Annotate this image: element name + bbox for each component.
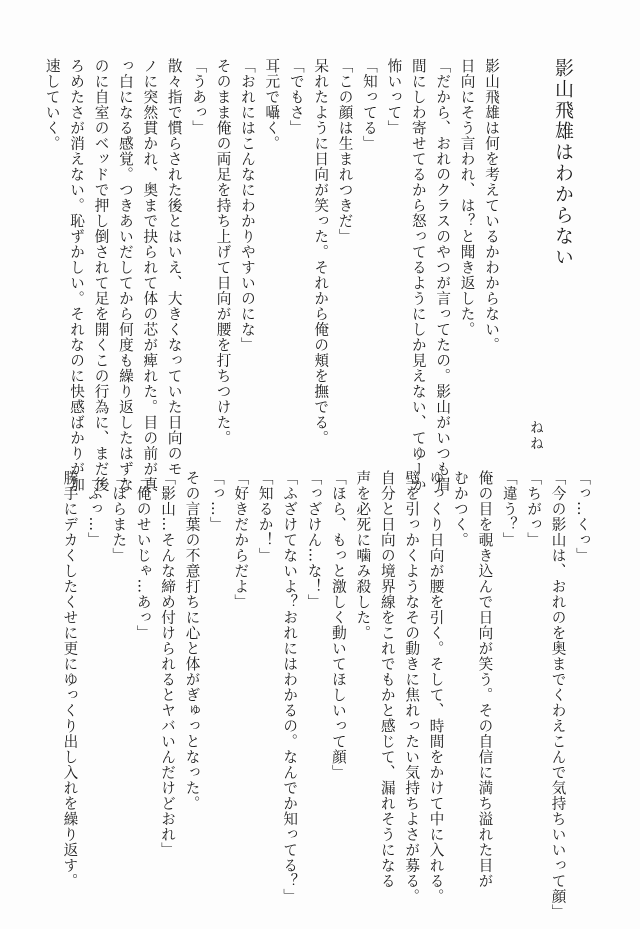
text-block-top	[43, 58, 503, 492]
text-line: そのまま俺の両足を持ち上げて日向が腰を打ちつけた。	[214, 58, 232, 446]
text-line: 「今の影山は、おれのを奥までくわえこんで気持ちいいって顔」	[549, 470, 567, 920]
story-title: 影山飛雄はわからない	[552, 58, 574, 268]
text-line: ノに突然貫かれ、奥まで抉られて体の芯が痺れた。目の前が真	[141, 58, 159, 492]
text-line: 呆れたように日向が笑った。それから俺の頬を撫でる。	[312, 58, 330, 446]
text-line: 「っ…くっ」	[574, 470, 591, 563]
text-line: 「ふっ…」	[85, 470, 103, 548]
text-line: 「ふざけてないよ？おれにはわかるの。なんでか知ってる？」	[281, 470, 299, 904]
text-line: 勝手にデカくしたくせに更にゆっくり出し入れを繰り返す。	[61, 470, 79, 889]
text-line: 日向にそう言われ、は？と聞き返した。	[458, 58, 476, 337]
text-line: 速していく。	[43, 58, 61, 151]
text-line: 散々指で慣らされた後とはいえ、大きくなっていた日向のモ	[165, 58, 183, 477]
text-line: のに自室のベッドで押し倒されて足を開くこの行為に、まだ後	[92, 58, 110, 492]
text-line: ろめたさが消えない。恥ずかしい。それなのに快感ばかりが加	[68, 58, 86, 492]
text-line: その言葉の不意打ちに心と体がぎゅっとなった。	[183, 470, 201, 811]
text-line: 「影山…そんな締め付けられるとヤバいんだけどおれ」	[159, 470, 177, 858]
text-line: 「知ってる」	[360, 58, 378, 151]
text-line: 自分と日向の境界線をこれでもかと感じて、漏れそうになる	[378, 470, 396, 889]
text-line: 「うあっ」	[190, 58, 208, 136]
text-line: 影山飛雄は何を考えているかわからない。	[483, 58, 500, 353]
text-line: 「ちがっ」	[525, 470, 543, 548]
text-line: 「おれにはこんなにわかりやすいのにな」	[238, 58, 256, 353]
text-line: 声を必死に噛み殺した。	[354, 470, 372, 641]
text-line: 「好きだからだよ」	[232, 470, 250, 610]
text-line: 「でもさ」	[287, 58, 305, 136]
text-line: 「っざけん…な！」	[305, 470, 323, 610]
text-line: っ白になる感覚。つきあいだしてから何度も繰り返したはずな	[116, 58, 134, 492]
text-line: 「知るか！」	[256, 470, 274, 563]
text-line: 「ほらまた」	[110, 470, 128, 563]
text-line: 「この顔は生まれつきだ」	[336, 58, 354, 244]
text-line: 「ほら、もっと激しく動いてほしいって顔」	[329, 470, 347, 780]
text-line: 「だから、おれのクラスのやつが言ってたの。影山がいつも眉	[434, 58, 452, 492]
text-line: 「っ…」	[207, 470, 225, 532]
text-block-bottom	[34, 470, 594, 920]
text-line: むかつく。	[451, 470, 469, 548]
text-line: 間にしわ寄せてるから怒ってるようにしか見えない、てゆーか	[409, 58, 427, 492]
author-name: ねね	[528, 420, 544, 452]
text-line: 壁を引っかくようなその動きに焦れったい気持ちよさが募る。	[403, 470, 421, 904]
text-line: 俺の目を覗き込んで日向が笑う。その自信に満ち溢れた目が	[476, 470, 494, 889]
text-line: 耳元で囁く。	[263, 58, 281, 151]
text-line: 怖いって」	[385, 58, 403, 136]
text-line: 「違う？」	[500, 470, 518, 548]
text-line: ゆっくり日向が腰を引く。そして、時間をかけて中に入れる。	[427, 470, 445, 904]
text-line: 「俺のせいじゃ…あっ」	[134, 470, 152, 641]
